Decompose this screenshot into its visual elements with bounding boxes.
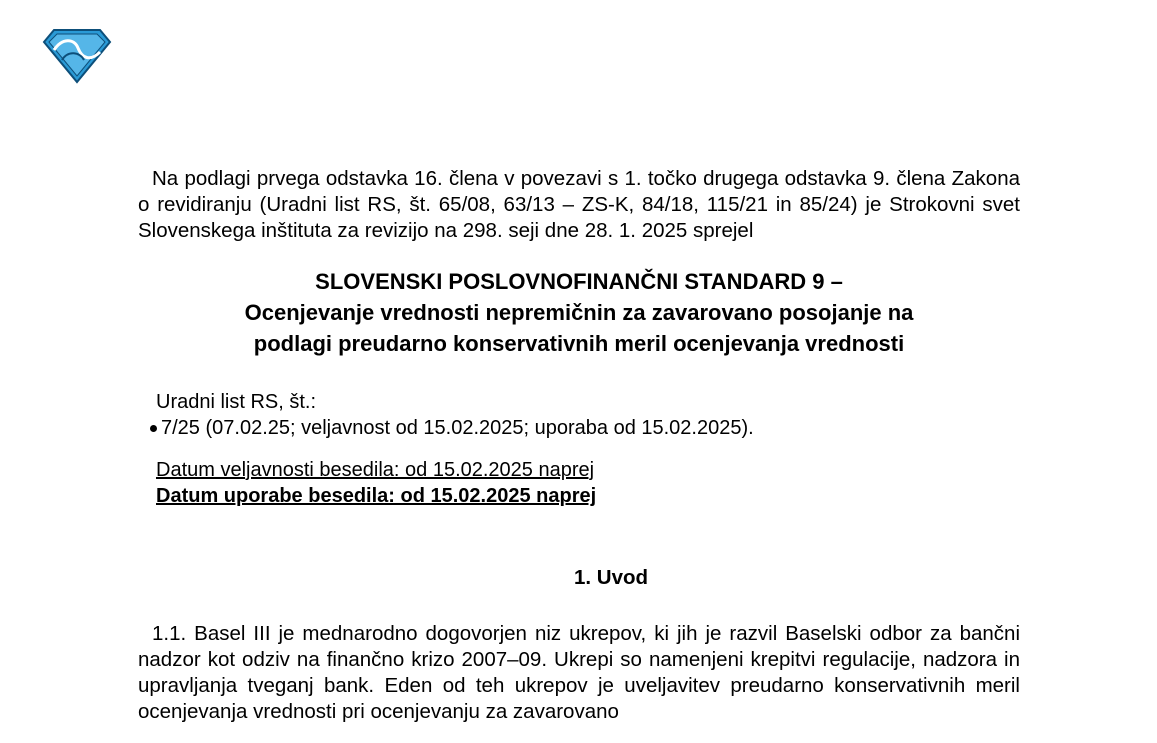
gazette-list-item [150, 415, 1020, 441]
title-line-3: podlagi preudarno konservativnih meril ocenjevanja vrednosti [253, 331, 905, 356]
gazette-entry-text: 7/25 (07.02.25; veljavnost od 15.02.2025; uporaba od 15.02.2025). [161, 417, 754, 439]
section-paragraph: 1.1. Basel III je mednarodno dogovorjen niz ukrepov, ki jih je razvil Baselski odbor za bančni nadzor kot odziv na finančno krizo 2007–09. Ukrepi so namenjeni krepitvi regulacije, nadzora in upravljanja tveganj bank. Eden od teh ukrepov je uveljavitev preudarno konservativnih meril ocenjevanja vrednosti pri ocenjevanju za zavarovano [138, 622, 1020, 723]
text-dates [156, 457, 1020, 509]
gazette-label: Uradni list RS, št.: [156, 391, 317, 413]
title-line-2: Ocenjevanje vrednosti nepremičnin za zavarovano posojanje na [244, 300, 914, 325]
validity-date: Datum veljavnosti besedila: od 15.02.2025 naprej [156, 459, 595, 481]
title-line-1: SLOVENSKI POSLOVNOFINANČNI STANDARD 9 – [315, 269, 843, 294]
bullet-icon [150, 425, 157, 432]
gazette-reference [156, 389, 1020, 441]
section-heading: 1. Uvod [573, 566, 649, 589]
preamble-paragraph: Na podlagi prvega odstavka 16. člena v povezavi s 1. točko drugega odstavka 9. člena Zakona o revidiranju (Uradni list RS, št. 65/08, 63/13 – ZS-K, 84/18, 115/21 in 85/24) je Strokovni svet Slovenskega inštituta za revizijo na 298. seji dne 28. 1. 2025 sprejel [138, 167, 1020, 242]
document-body [138, 166, 1020, 725]
application-date: Datum uporabe besedila: od 15.02.2025 naprej [156, 485, 597, 507]
institute-logo [40, 26, 114, 86]
document-title [138, 266, 1020, 359]
diamond-logo-icon [40, 26, 114, 86]
